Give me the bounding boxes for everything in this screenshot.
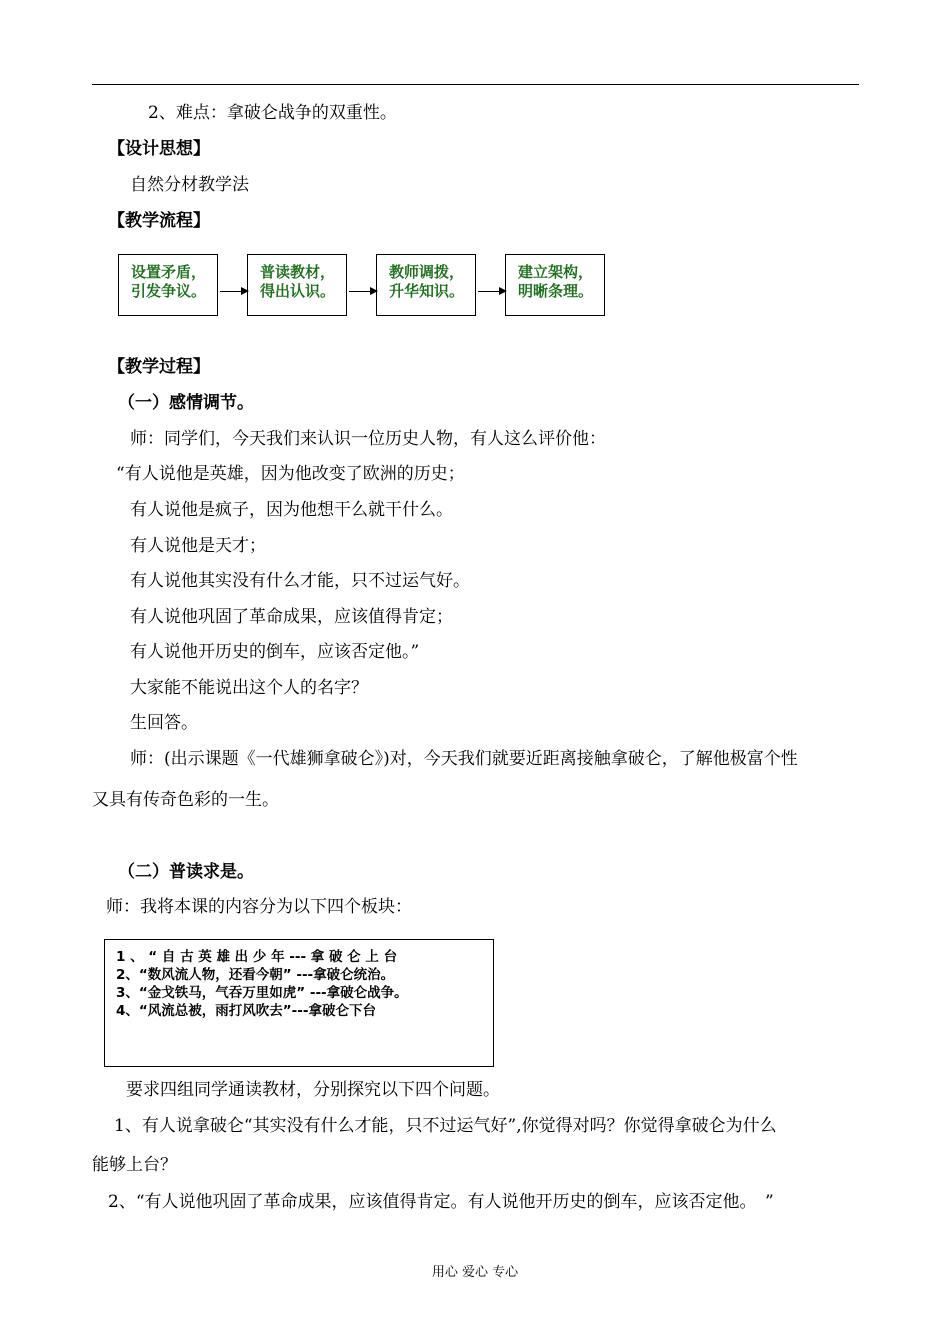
- flow-step-3-line1: 教师调拨，: [389, 263, 465, 281]
- flow-step-1: [118, 254, 218, 316]
- section-two-heading: （二）普读求是。: [118, 862, 254, 882]
- design-idea-text: 自然分材教学法: [130, 175, 249, 195]
- flow-step-1-line2: 引发争议。: [131, 282, 207, 300]
- page-footer: 用心 爱心 专心: [431, 1265, 519, 1280]
- flow-step-4-line1: 建立架构，: [518, 263, 594, 281]
- section-item: 1 、 “ 自 古 英 雄 出 少 年 --- 拿 破 仑 上 台: [116, 949, 398, 965]
- flow-step-3: [376, 254, 476, 316]
- body-line: 有人说他巩固了革命成果，应该值得肯定；: [130, 607, 453, 627]
- question-2: 2、“有人说他巩固了革命成果，应该值得肯定。有人说他开历史的倒车，应该否定他。 ”: [108, 1192, 774, 1212]
- question-1-cont: 能够上台？: [92, 1155, 177, 1175]
- flow-step-3-line2: 升华知识。: [389, 282, 465, 300]
- heading-teaching-process: 【教学过程】: [108, 357, 210, 377]
- flow-step-1-line1: 设置矛盾，: [131, 263, 207, 281]
- body-line: 师：我将本课的内容分为以下四个板块：: [106, 897, 412, 917]
- flow-step-4-line2: 明晰条理。: [518, 282, 594, 300]
- flow-step-2-line1: 普读教材，: [260, 263, 336, 281]
- body-line: 有人说他其实没有什么才能，只不过运气好。: [130, 571, 470, 591]
- header-rule: [92, 84, 859, 85]
- difficulty-line: 2、难点：拿破仑战争的双重性。: [148, 103, 397, 123]
- body-line: 师：同学们，今天我们来认识一位历史人物，有人这么评价他：: [130, 429, 606, 449]
- section-item: 4、“风流总被，雨打风吹去”---拿破仑下台: [116, 1003, 376, 1019]
- heading-design-idea: 【设计思想】: [108, 139, 210, 159]
- body-line: 有人说他开历史的倒车，应该否定他。”: [130, 642, 420, 662]
- flow-step-2-line2: 得出认识。: [260, 282, 336, 300]
- body-line: 又具有传奇色彩的一生。: [92, 790, 279, 810]
- flow-arrow-3: [478, 291, 505, 292]
- section-one-heading: （一）感情调节。: [118, 393, 254, 413]
- flow-step-2: [247, 254, 347, 316]
- body-line: “有人说他是英雄，因为他改变了欧洲的历史；: [116, 464, 465, 484]
- flow-arrow-1: [220, 291, 247, 292]
- flow-step-4: [505, 254, 605, 316]
- body-line: 有人说他是天才；: [130, 536, 266, 556]
- heading-teaching-flow: 【教学流程】: [108, 211, 210, 231]
- sections-box: [104, 939, 494, 1067]
- body-line: 大家能不能说出这个人的名字？: [130, 678, 368, 698]
- body-line: 师：(出示课题《一代雄狮拿破仑》)对，今天我们就要近距离接触拿破仑，了解他极富个性: [130, 749, 798, 769]
- body-line: 有人说他是疯子，因为他想干么就干什么。: [130, 500, 453, 520]
- body-line: 生回答。: [130, 713, 198, 733]
- section-item: 3、“金戈铁马，气吞万里如虎” ---拿破仑战争。: [116, 985, 408, 1001]
- question-1: 1、有人说拿破仑“其实没有什么才能，只不过运气好”,你觉得对吗？你觉得拿破仑为什么: [114, 1116, 777, 1136]
- body-line: 要求四组同学通读教材，分别探究以下四个问题。: [126, 1080, 500, 1100]
- flow-arrow-2: [349, 291, 376, 292]
- section-item: 2、“数风流人物，还看今朝” ---拿破仑统治。: [116, 967, 395, 983]
